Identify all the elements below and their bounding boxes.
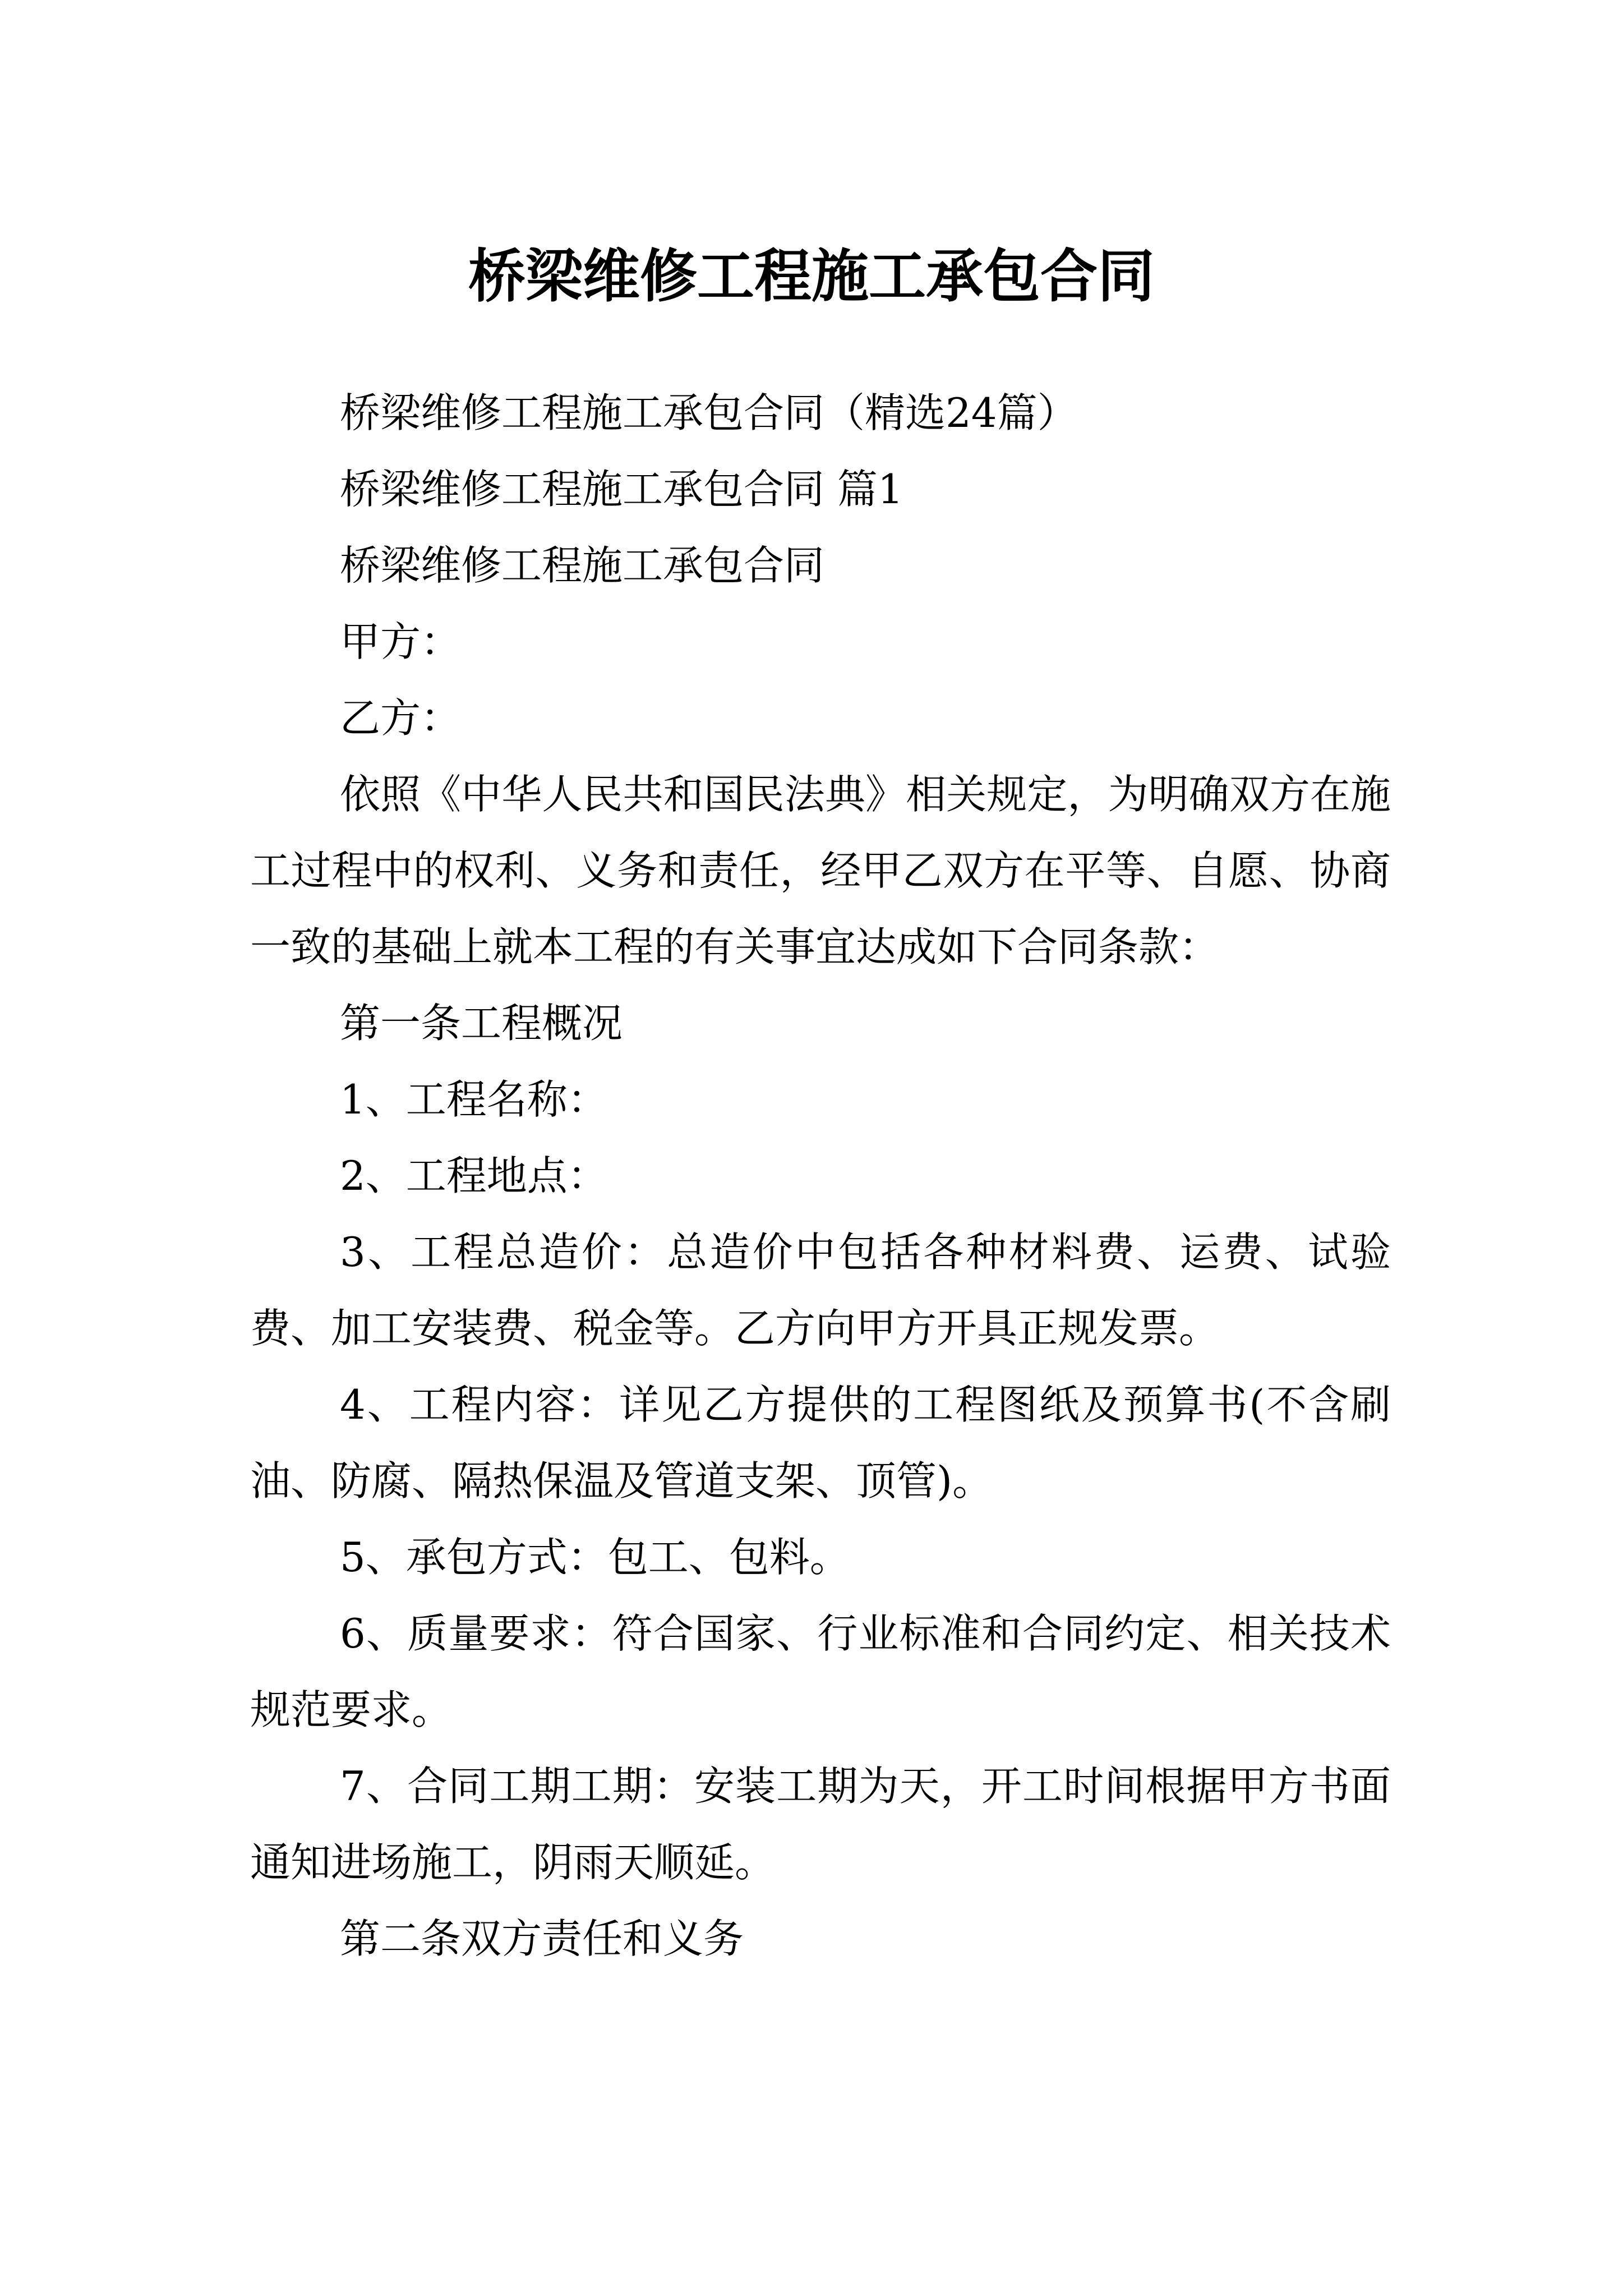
party-b-line: 乙方：: [340, 694, 462, 742]
clause-duration: 7、合同工期工期：安装工期为天，开工时间根据甲方书面通知进场施工，阴雨天顺延。: [250, 1763, 1391, 1886]
section-heading: 桥梁维修工程施工承包合同 篇1: [340, 466, 903, 513]
document-body: [250, 375, 1391, 1977]
article-2-heading: 第二条双方责任和义务: [340, 1915, 744, 1962]
clause-contract-method: 5、承包方式：包工、包料。: [340, 1534, 850, 1581]
clause-project-content: 4、工程内容：详见乙方提供的工程图纸及预算书(不含刷油、防腐、隔热保温及管道支架、顶管)。: [250, 1381, 1391, 1504]
contract-name: 桥梁维修工程施工承包合同: [340, 542, 825, 589]
clause-project-name: 1、工程名称：: [340, 1076, 608, 1123]
preamble-paragraph: 依照《中华人民共和国民法典》相关规定，为明确双方在施工过程中的权利、义务和责任，经甲乙双方在平等、自愿、协商一致的基础上就本工程的有关事宜达成如下合同条款：: [250, 771, 1391, 970]
clause-quality: 6、质量要求：符合国家、行业标准和合同约定、相关技术规范要求。: [250, 1610, 1391, 1733]
document-title: 桥梁维修工程施工承包合同: [468, 243, 1155, 311]
article-1-heading: 第一条工程概况: [340, 1000, 623, 1047]
clause-total-cost: 3、工程总造价：总造价中包括各种材料费、运费、试验费、加工安装费、税金等。乙方向甲方开具正规发票。: [250, 1228, 1391, 1352]
clause-project-location: 2、工程地点：: [340, 1152, 608, 1199]
subtitle-paragraph: 桥梁维修工程施工承包合同（精选24篇）: [340, 389, 1078, 436]
party-a-line: 甲方：: [340, 618, 462, 665]
